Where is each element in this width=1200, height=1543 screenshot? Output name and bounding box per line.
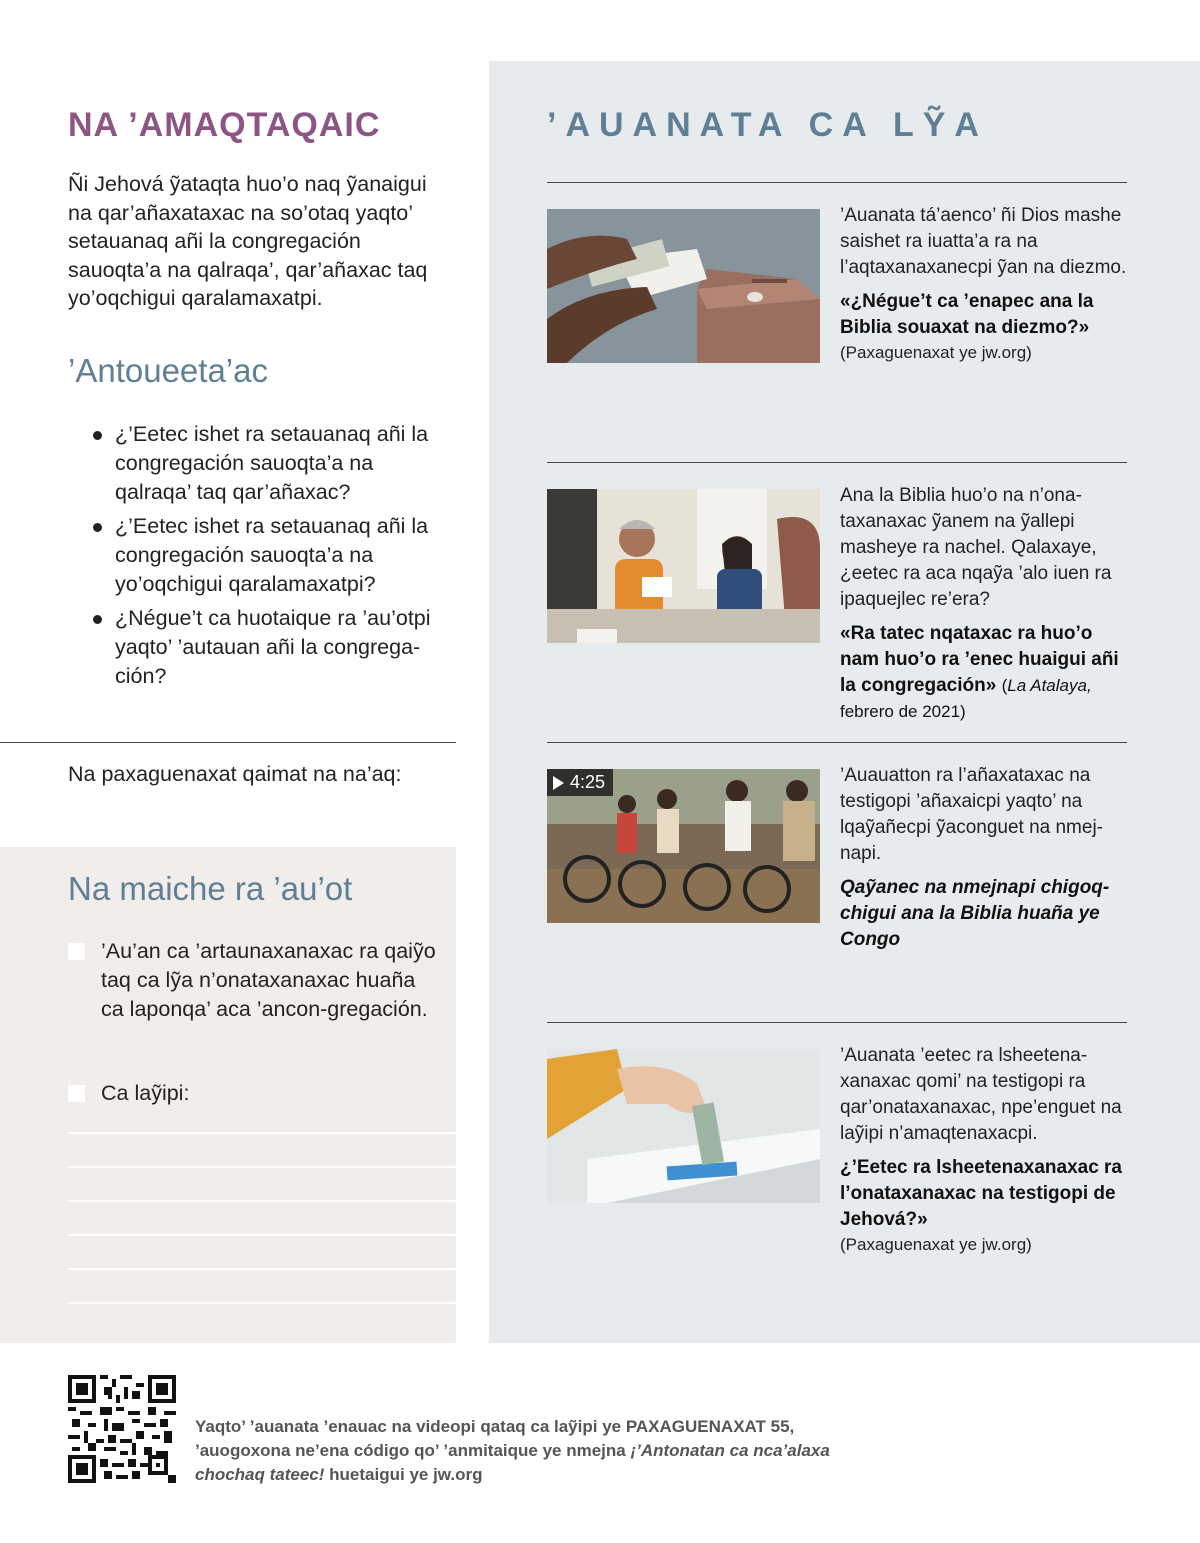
writing-line[interactable] [68,1268,456,1270]
donation-image[interactable] [547,209,820,363]
footer-text-part: huetaigui ye jw.org [324,1465,483,1484]
item-description: ’Auanata ’eetec ra lsheetena-xanaxac qomi’ na testigopi ra qar’onataxanaxac, npe’enguet na laỹipi n’amaqtenaxacpi. [840,1045,1122,1144]
related-title: ’AUANATA CA LỸA [547,106,988,144]
item-description: ’Auanata tá’aenco’ ñi Dios mashe saishet ra iuatta’a ra na l’aqtaxanaxanecpi ỹan na diezmo. [840,205,1127,278]
goal-item-text: ’Au’an ca ’artaunaxanaxac ra qaiỹo taq ca lỹa n’onataxanaxac huaña ca laponqa’ aca ’ancon-gregación. [101,939,436,1021]
writing-line[interactable] [68,1234,456,1236]
question-item [90,604,450,691]
video-link[interactable]: Qaỹanec na nmejnapi chigoq-chigui ana la Biblia huaña ye Congo [840,877,1110,950]
footer-note [195,1415,835,1487]
questions-heading: ’Antoueeta’ac [68,352,268,389]
source-date: febrero de 2021) [840,702,966,721]
footer-app-name: ¡’Antonatan ca nca’alaxa chochaq tateec! [195,1441,830,1484]
item-description: Ana la Biblia huo’o na n’ona-taxanaxac ỹanem na ỹallepi masheye ra nachel. Qalaxaye, ¿eetec ra aca nqaỹa ’alo iuen ra ipaquejlec re’era? [840,485,1112,610]
related-item-text [840,763,1130,953]
source-prefix: ( [1001,676,1008,695]
question-text: ¿’Eetec ishet ra setauanaq añi la congregación sauoqta’a na qalraqa’ taq qar’añaxac? [115,422,429,504]
writing-line[interactable] [68,1200,456,1202]
more-reading-label: Na paxaguenaxat qaimat na na’aq: [68,762,402,786]
qr-code-icon[interactable] [68,1375,176,1483]
goal-item[interactable] [68,937,438,1024]
divider [547,742,1127,743]
item-source: (Paxaguenaxat ye jw.org) [840,1235,1032,1254]
related-item-text [840,203,1130,365]
writing-line[interactable] [68,1166,456,1168]
checkbox-icon[interactable] [68,1085,85,1102]
goal-item-text: Ca laỹipi: [101,1081,190,1105]
play-icon [553,776,564,790]
goal-title: Na maiche ra ’au’ot [68,870,353,907]
divider [547,182,1127,183]
video-duration-badge[interactable] [547,769,613,796]
footer-text-part: Yaqto’ ’auanata ’enauac na videopi qataq ca laỹipi ye PAXAGUENAXAT 55, ’auogoxona ne’ena código qo’ ’anmitaique ye nmejna [195,1417,795,1460]
writing-line[interactable] [68,1132,456,1134]
intro-paragraph: Ñi Jehová ỹataqta huo’o naq ỹanaigui na qar’añaxataxac na so’otaq yaqto’ setauanaq añi la congregación sauoqta’a na qalraqa’, qar’añaxac taq yo’oqchigui qaralamaxatpi. [68,172,428,310]
article-link[interactable] [840,621,1130,725]
related-item-text [840,483,1130,725]
divider [547,462,1127,463]
question-text: ¿’Eetec ishet ra setauanaq añi la congregación sauoqta’a na yo’oqchigui qaralamaxatpi? [115,514,429,596]
page-title: NA ’AMAQTAQAIC [68,106,381,144]
writing-line[interactable] [68,1302,456,1304]
video-thumbnail[interactable] [547,769,820,923]
bullet-icon [93,431,102,440]
questions-list [90,420,450,696]
question-text: ¿Négue’t ca huotaique ra ’au’otpi yaqto’ ’autauan añi la congrega-ción? [115,606,431,688]
article-link[interactable]: ¿’Eetec ra lsheetenaxanaxac ra l’onataxanaxac na testigopi de Jehová?» [840,1157,1123,1230]
video-duration: 4:25 [570,772,606,792]
question-item [90,420,450,507]
bullet-icon [93,523,102,532]
goal-item[interactable] [68,1079,438,1108]
divider [547,1022,1127,1023]
item-description: ’Auauatton ra l’añaxataxac na testigopi ’añaxaicpi yaqto’ na lqaỹañecpi ỹaconguet na nmej-napi. [840,765,1104,864]
article-link[interactable]: «¿Négue’t ca ’enapec ana la Biblia souaxat na diezmo?» [840,291,1094,338]
donation-box-image[interactable] [547,1049,820,1203]
related-item-text [840,1043,1130,1257]
question-item [90,512,450,599]
divider [0,742,456,743]
bible-study-image[interactable] [547,489,820,643]
article-title: «Ra tatec nqataxac ra huo’o nam huo’o ra ’enec huaigui añi la congregación» [840,623,1119,696]
item-source: (Paxaguenaxat ye jw.org) [840,343,1032,362]
bullet-icon [93,615,102,624]
checkbox-icon[interactable] [68,943,85,960]
source-magazine: La Atalaya, [1007,676,1092,695]
